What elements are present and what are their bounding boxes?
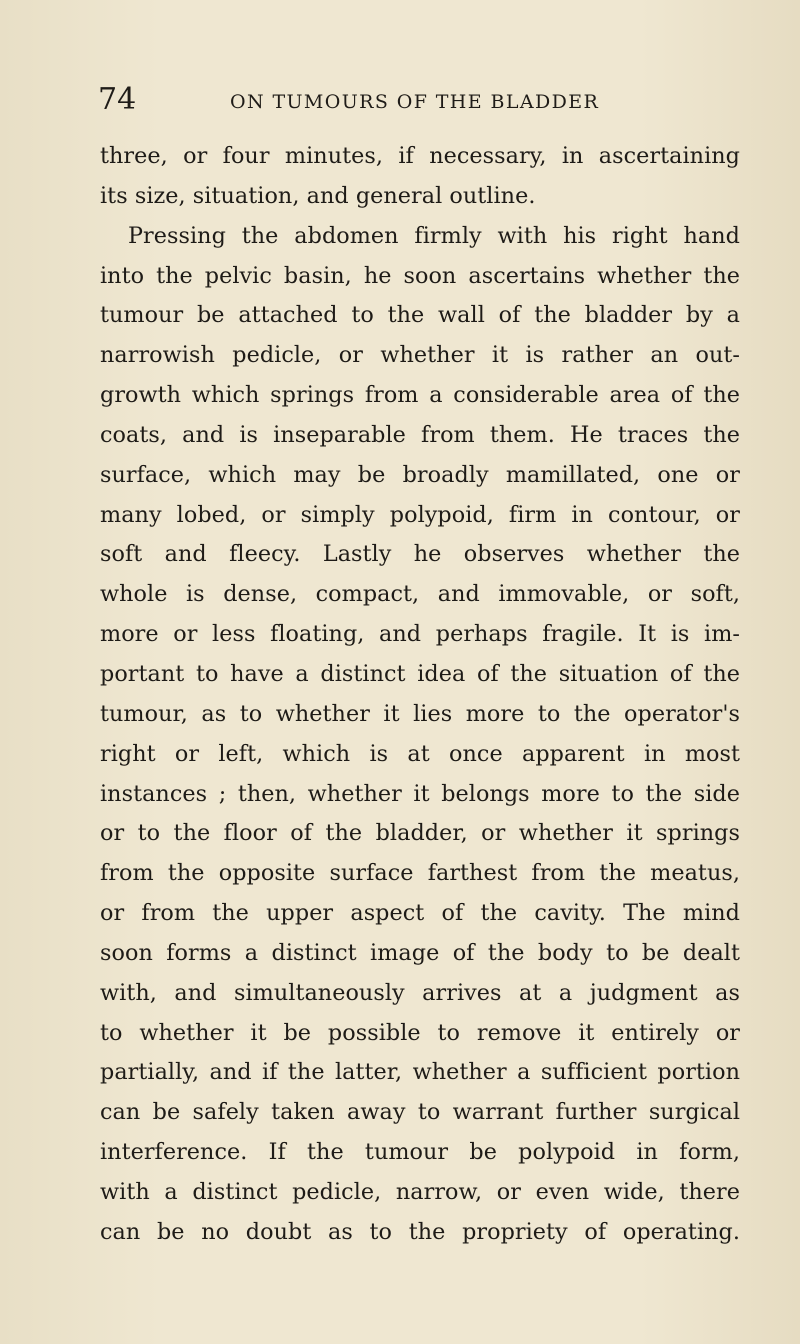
text-line: Pressing the abdomen firmly with his right hand xyxy=(128,222,740,249)
text-line: partially, and if the latter, whether a sufficient portion xyxy=(100,1059,740,1086)
text-line: into the pelvic basin, he soon ascertains whether the xyxy=(100,262,740,289)
text-line: or to the floor of the bladder, or whether it springs xyxy=(100,820,740,847)
text-line: its size, situation, and general outline. xyxy=(100,182,536,209)
text-line: can be safely taken away to warrant further surgical xyxy=(100,1099,740,1126)
text-line: narrowish pedicle, or whether it is rather an out- xyxy=(100,342,740,369)
text-line: three, or four minutes, if necessary, in ascertaining xyxy=(100,143,740,169)
text-line: or from the upper aspect of the cavity. The mind xyxy=(100,900,740,927)
text-line: surface, which may be broadly mamillated, one or xyxy=(100,461,740,488)
text-line: growth which springs from a considerable area of the xyxy=(100,382,740,409)
body-text xyxy=(100,137,740,1253)
text-line: interference. If the tumour be polypoid in form, xyxy=(100,1139,740,1166)
text-line: with a distinct pedicle, narrow, or even wide, there xyxy=(100,1178,740,1205)
text-line: to whether it be possible to remove it entirely or xyxy=(100,1019,740,1046)
text-line: from the opposite surface farthest from the meatus, xyxy=(100,860,740,887)
running-head xyxy=(98,84,738,124)
text-line: with, and simultaneously arrives at a judgment as xyxy=(100,979,740,1006)
text-line: can be no doubt as to the propriety of operating. xyxy=(100,1218,740,1245)
text-line: coats, and is inseparable from them. He traces the xyxy=(100,421,740,448)
text-line: more or less floating, and perhaps fragile. It is im- xyxy=(100,621,740,648)
text-line: soon forms a distinct image of the body to be dealt xyxy=(100,939,740,966)
text-line: right or left, which is at once apparent in most xyxy=(100,740,740,767)
running-title: ON TUMOURS OF THE BLADDER xyxy=(230,91,600,113)
text-line: tumour, as to whether it lies more to the operator's xyxy=(100,700,740,727)
text-line: instances ; then, whether it belongs more to the side xyxy=(100,780,740,807)
page-number: 74 xyxy=(98,82,137,117)
text-line: whole is dense, compact, and immovable, or soft, xyxy=(100,581,740,608)
text-line: soft and fleecy. Lastly he observes whether the xyxy=(100,541,740,568)
text-line: tumour be attached to the wall of the bladder by a xyxy=(100,302,740,329)
text-line: many lobed, or simply polypoid, firm in contour, or xyxy=(100,501,740,528)
text-line: portant to have a distinct idea of the situation of the xyxy=(100,660,740,687)
